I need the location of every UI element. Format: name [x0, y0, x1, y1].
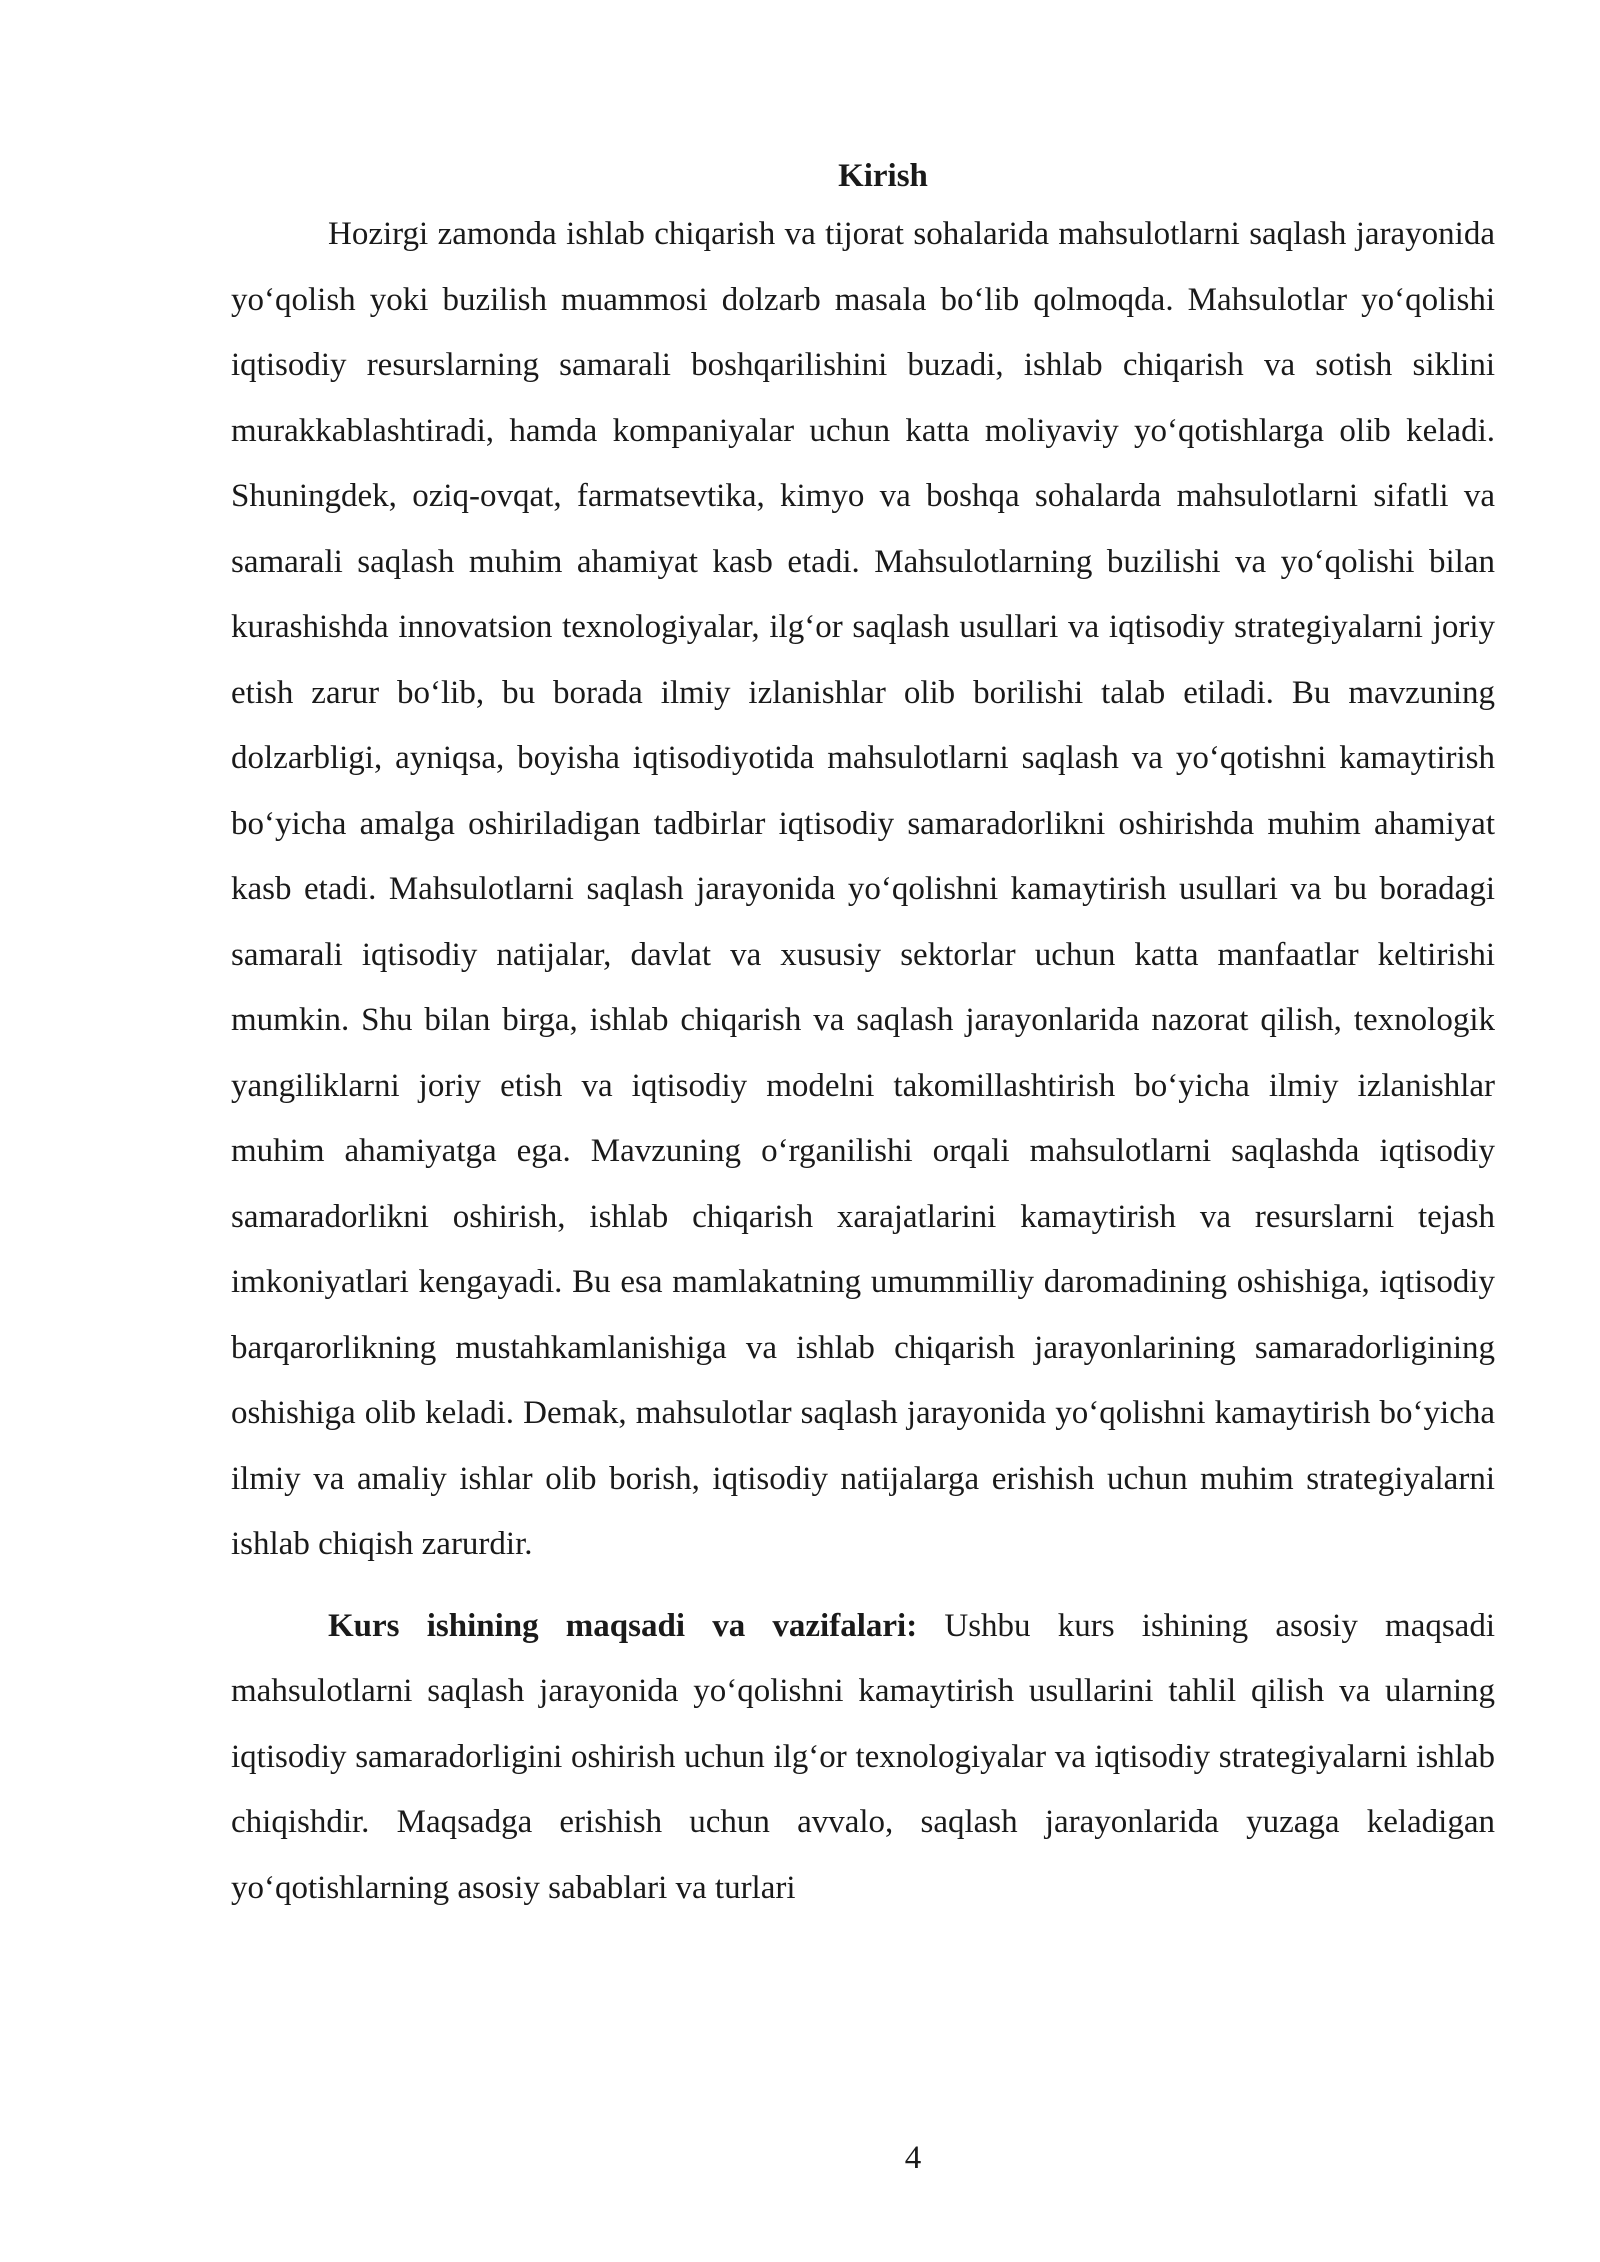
page-number: 4	[904, 2140, 922, 2176]
goals-body-text: Ushbu kurs ishining asosiy maqsadi mahsulotlarni saqlash jarayonida yo‘qolishni kamaytirish usullarini tahlil qilish va ularning iqtisodiy samaradorligini oshirish uchun ilg‘or texnologiyalar va iqtisodiy strategiyalarni ishlab chiqishdir. Maqsadga erishish uchun avvalo, saqlash jarayonlarida yuzaga keladigan yo‘qotishlarning asosiy sabablari va turlari	[231, 1607, 1495, 1906]
section-heading: Kirish	[838, 158, 928, 194]
page-content	[231, 150, 1495, 1921]
goals-paragraph	[231, 1594, 1495, 1922]
goals-lead-text: Kurs ishining maqsadi va vazifalari:	[328, 1607, 918, 1644]
intro-paragraph: Hozirgi zamonda ishlab chiqarish va tijorat sohalarida mahsulotlarni saqlash jarayonida yo‘qolish yoki buzilish muammosi dolzarb masala bo‘lib qolmoqda. Mahsulotlar yo‘qolishi iqtisodiy resurslarning samarali boshqarilishini buzadi, ishlab chiqarish va sotish siklini murakkablashtiradi, hamda kompaniyalar uchun katta moliyaviy yo‘qotishlarga olib keladi. Shuningdek, oziq-ovqat, farmatsevtika, kimyo va boshqa sohalarda mahsulotlarni sifatli va samarali saqlash muhim ahamiyat kasb etadi. Mahsulotlarning buzilishi va yo‘qolishi bilan kurashishda innovatsion texnologiyalar, ilg‘or saqlash usullari va iqtisodiy strategiyalarni joriy etish zarur bo‘lib, bu borada ilmiy izlanishlar olib borilishi talab etiladi. Bu mavzuning dolzarbligi, ayniqsa, boyisha iqtisodiyotida mahsulotlarni saqlash va yo‘qotishni kamaytirish bo‘yicha amalga oshiriladigan tadbirlar iqtisodiy samaradorlikni oshirishda muhim ahamiyat kasb etadi. Mahsulotlarni saqlash jarayonida yo‘qolishni kamaytirish usullari va bu boradagi samarali iqtisodiy natijalar, davlat va xususiy sektorlar uchun katta manfaatlar keltirishi mumkin. Shu bilan birga, ishlab chiqarish va saqlash jarayonlarida nazorat qilish, texnologik yangiliklarni joriy etish va iqtisodiy modelni takomillashtirish bo‘yicha ilmiy izlanishlar muhim ahamiyatga ega. Mavzuning o‘rganilishi orqali mahsulotlarni saqlashda iqtisodiy samaradorlikni oshirish, ishlab chiqarish xarajatlarini kamaytirish va resurslarni tejash imkoniyatlari kengayadi. Bu esa mamlakatning umummilliy daromadining oshishiga, iqtisodiy barqarorlikning mustahkamlanishiga va ishlab chiqarish jarayonlarining samaradorligining oshishiga olib keladi. Demak, mahsulotlar saqlash jarayonida yo‘qolishni kamaytirish bo‘yicha ilmiy va amaliy ishlar olib borish, iqtisodiy natijalarga erishish uchun muhim strategiyalarni ishlab chiqish zarurdir.	[231, 216, 1495, 1562]
